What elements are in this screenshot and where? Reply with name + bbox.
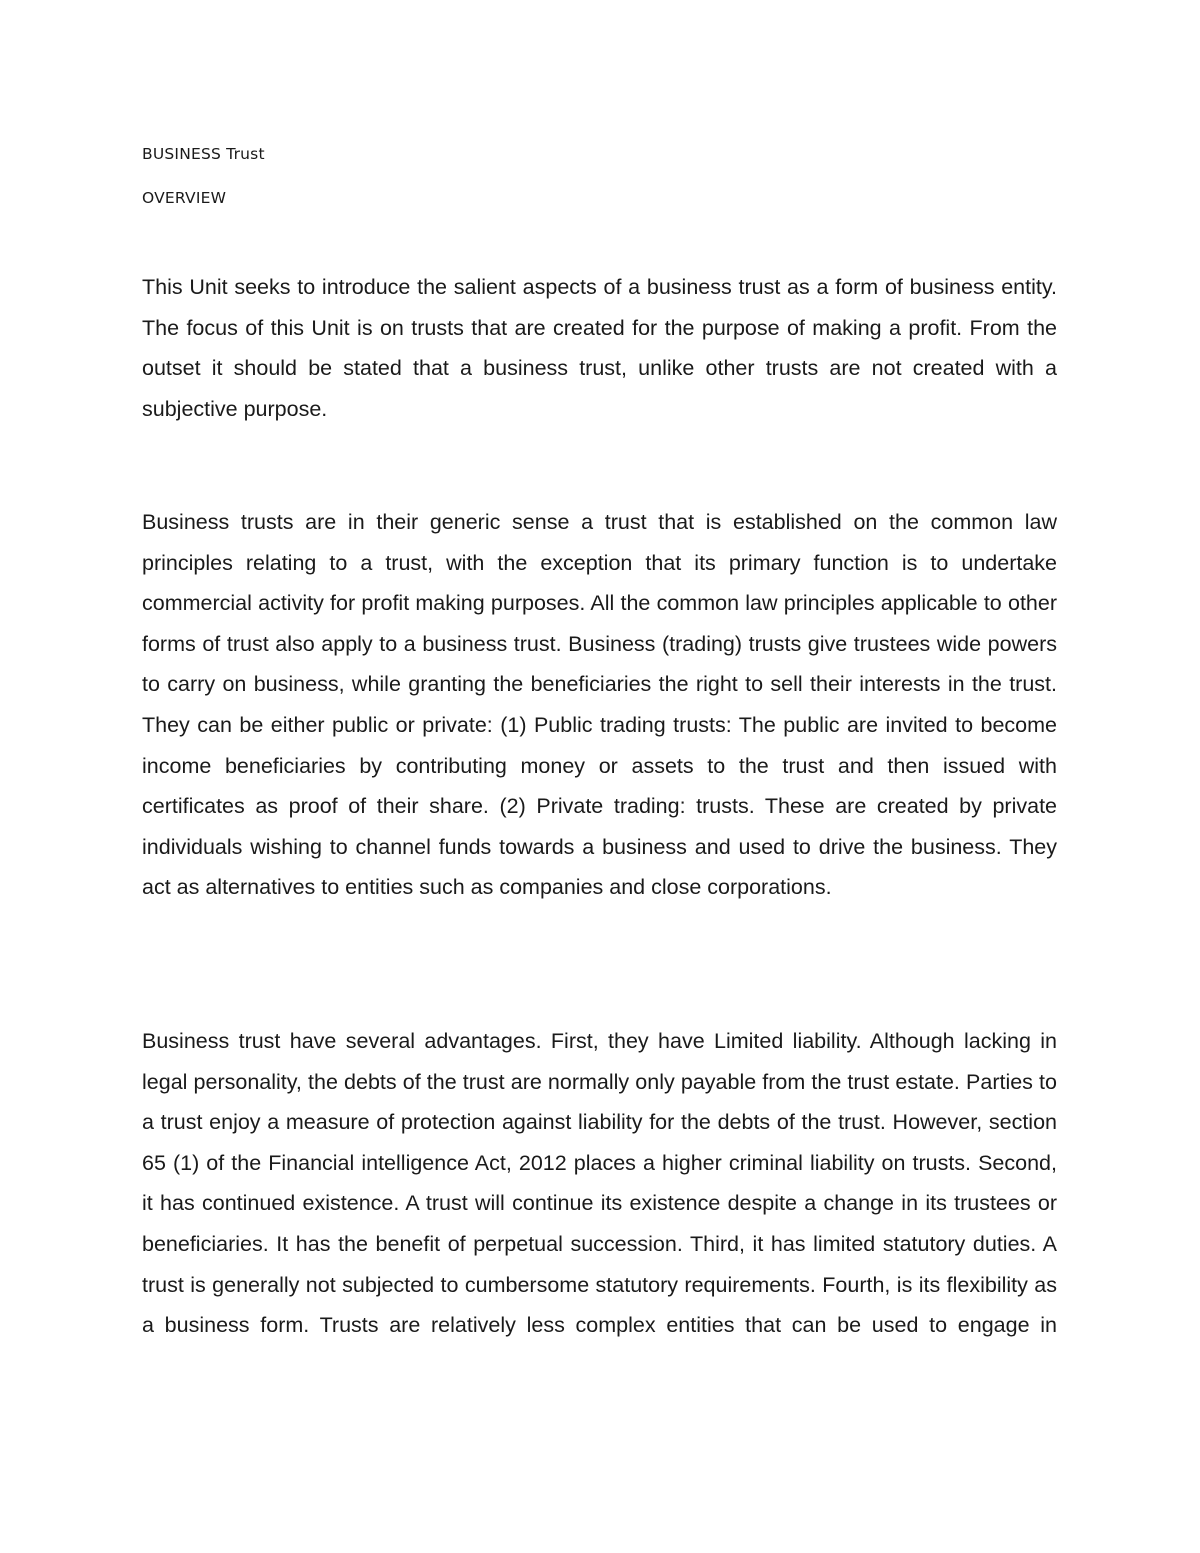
paragraph-intro: This Unit seeks to introduce the salient aspects of a business trust as a form of business entity. The focus of this Unit is on trusts that are created for the purpose of making a profit. From the outset it should be stated that a business trust, unlike other trusts are not created with a subjective purpose. — [142, 275, 1057, 421]
paragraph-advantages: Business trust have several advantages. First, they have Limited liability. Although lacking in legal personality, the debts of the trust are normally only payable from the trust estate. Parties to a trust enjoy a measure of protection against liability for the debts of the trust. However, section 65 (1) of the Financial intelligence Act, 2012 places a higher criminal liability on trusts. Second, it has continued existence. A trust will continue its existence despite a change in its trustees or beneficiaries. It has the benefit of perpetual succession. Third, it has limited statutory duties. A trust is generally not subjected to cumbersome statutory requirements. Fourth, is its flexibility as a business form. Trusts are relatively less complex entities that can be used to engage in — [142, 1029, 1057, 1338]
paragraph-definition: Business trusts are in their generic sense a trust that is established on the common law principles relating to a trust, with the exception that its primary function is to undertake commercial activity for profit making purposes. All the common law principles applicable to other forms of trust also apply to a business trust. Business (trading) trusts give trustees wide powers to carry on business, while granting the beneficiaries the right to sell their interests in the trust. They can be either public or private: (1) Public trading trusts: The public are invited to become income beneficiaries by contributing money or assets to the trust and then issued with certificates as proof of their share. (2) Private trading: trusts. These are created by private individuals wishing to channel funds towards a business and used to drive the business. They act as alternatives to entities such as companies and close corporations. — [142, 510, 1057, 900]
document-title: BUSINESS Trust — [142, 145, 265, 163]
section-heading: OVERVIEW — [142, 189, 227, 207]
